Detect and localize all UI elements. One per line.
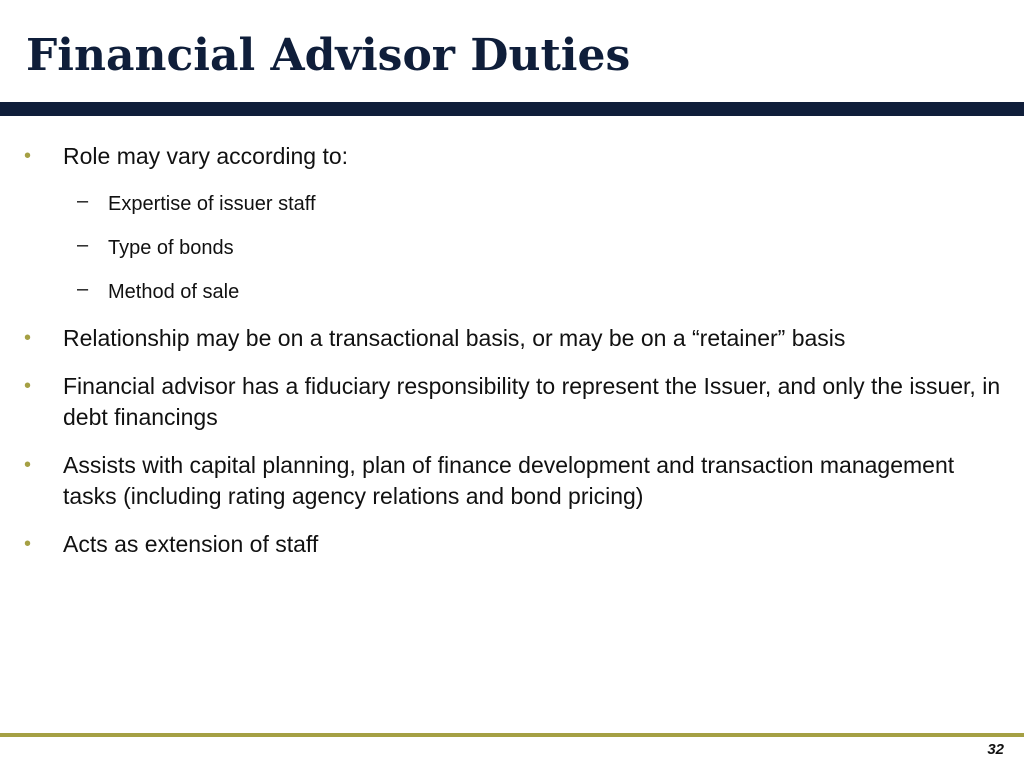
- bullet-item: [0, 371, 1024, 433]
- bullet-item: [0, 141, 1024, 172]
- bullet-text: Assists with capital planning, plan of finance development and transaction management tasks (including rating agency relations and bond pricing): [63, 452, 955, 509]
- bullet-list: [0, 141, 1024, 577]
- bullet-text: Role may vary according to:: [63, 143, 349, 169]
- sub-bullet-text: Type of bonds: [108, 237, 234, 259]
- bullet-text: Acts as extension of staff: [63, 531, 319, 557]
- sub-bullet-text: Expertise of issuer staff: [108, 193, 316, 215]
- sub-bullet-item: [0, 191, 1024, 217]
- sub-bullet-item: [0, 235, 1024, 261]
- bullet-text: Relationship may be on a transactional basis, or may be on a “retainer” basis: [63, 325, 846, 351]
- bullet-marker: •: [24, 375, 32, 397]
- bullet-item: [0, 529, 1024, 560]
- bullet-marker: •: [24, 327, 32, 349]
- bullet-text: Financial advisor has a fiduciary responsibility to represent the Issuer, and only the issuer, in debt financings: [63, 373, 1001, 430]
- bullet-marker: •: [24, 145, 32, 167]
- bullet-item: [0, 323, 1024, 354]
- bullet-item: [0, 450, 1024, 512]
- sub-bullet-item: [0, 279, 1024, 305]
- slide-title: Financial Advisor Duties: [26, 30, 631, 81]
- dash-marker: –: [77, 190, 89, 212]
- bullet-marker: •: [24, 533, 32, 555]
- dash-marker: –: [77, 234, 89, 256]
- page-number: 32: [987, 741, 1004, 758]
- bullet-marker: •: [24, 454, 32, 476]
- footer-divider: [0, 733, 1024, 737]
- sub-bullet-text: Method of sale: [108, 281, 240, 303]
- title-divider: [0, 102, 1024, 116]
- dash-marker: –: [77, 278, 89, 300]
